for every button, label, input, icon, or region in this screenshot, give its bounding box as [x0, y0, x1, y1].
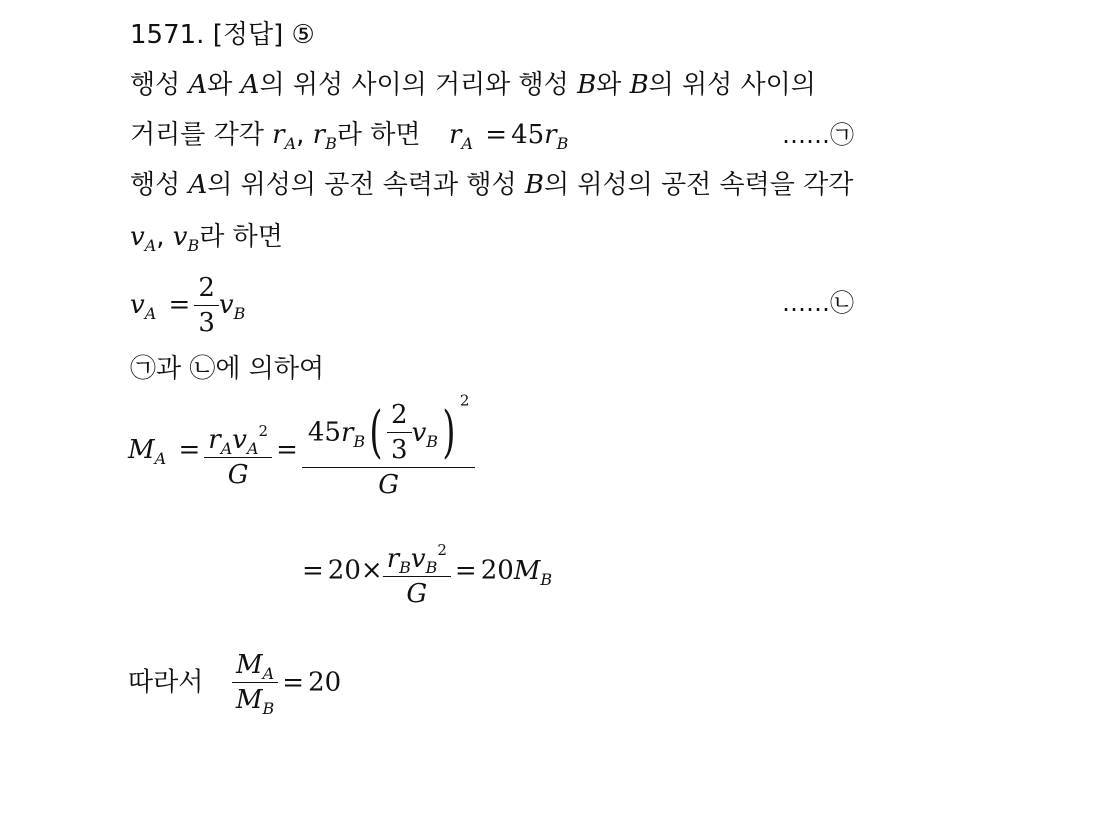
text-fragment: 의 위성의 공전 속력과 행성 — [207, 170, 517, 200]
answer-header — [130, 20, 315, 50]
equals-sign: = — [485, 120, 508, 150]
v-B: $v_B$ — [218, 290, 246, 323]
var-A: A — [240, 70, 260, 100]
var-B: B — [524, 170, 544, 200]
fraction-45rB-over-G: $45r_B$( $\frac{2}{3}$ $v_B$) $^2$ G — [302, 400, 476, 500]
equation-mass — [128, 391, 475, 500]
fraction-MA-over-MB: $\frac{M_A}{M_B}$ — [232, 650, 278, 715]
equals-sign: = — [454, 555, 477, 586]
times-sign: × — [360, 555, 383, 586]
equals-sign: = — [282, 667, 305, 698]
equals-sign: = — [178, 435, 201, 465]
text-fragment: 행성 — [130, 70, 181, 100]
text-fragment: 따라서 — [128, 667, 204, 698]
text-fragment: 의 위성의 공전 속력을 각각 — [544, 170, 854, 200]
text-fragment: 와 — [207, 70, 233, 100]
text-line-3 — [130, 170, 853, 200]
text-fragment: 라 하면 — [199, 222, 283, 252]
text-line-2 — [130, 120, 569, 153]
text-fragment: 와 — [596, 70, 622, 100]
answer-label: [정답] — [212, 20, 284, 50]
marker-2: ……㉡ — [782, 289, 854, 317]
M-A: $M_A$ — [128, 435, 167, 468]
result-value: 20 — [308, 667, 342, 698]
equation-2 — [130, 270, 245, 340]
answer-value: ⑤ — [291, 20, 315, 50]
text-fragment: 의 위성 사이의 거리와 행성 — [259, 70, 569, 100]
problem-number: 1571. — [130, 20, 205, 50]
var-A: A — [188, 170, 208, 200]
text-line-1 — [130, 70, 816, 100]
text-fragment: 거리를 각각 — [130, 120, 264, 150]
equals-sign: = — [302, 555, 324, 586]
coefficient-20: 20 — [480, 555, 514, 586]
var-B: B — [577, 70, 597, 100]
coefficient-20: 20 — [327, 555, 361, 586]
text-fragment: , — [296, 120, 305, 150]
r-A: $r_A$ — [272, 120, 297, 153]
r-B: $r_B$ — [312, 120, 337, 153]
conclusion — [128, 650, 342, 718]
text-fragment: 행성 — [130, 170, 181, 200]
fraction-rB-vB2-over-G: $\frac{r_Bv_B^2}{G}$ — [383, 532, 451, 609]
fraction-2-3: $\frac{2}{3}$ — [194, 273, 219, 338]
text-fragment: , — [156, 222, 165, 252]
fraction-rA-vA2-over-G: $\frac{r_Av_A^2}{G}$ — [204, 411, 272, 490]
equation-ratio — [298, 532, 552, 609]
v-A: $v_A$ — [130, 222, 157, 255]
v-A: $v_A$ — [130, 290, 157, 323]
coefficient-45: 45 — [511, 120, 545, 150]
v-B: $v_B$ — [172, 222, 200, 255]
text-line-4 — [130, 222, 283, 255]
M-B: $M_B$ — [513, 555, 553, 589]
equals-sign: = — [276, 435, 298, 465]
equation-1: $r_A$ — [449, 120, 474, 153]
text-line-6: ㉠과 ㉡에 의하여 — [130, 354, 325, 384]
var-B: B — [629, 70, 649, 100]
r-B: $r_B$ — [544, 120, 569, 153]
var-A: A — [188, 70, 208, 100]
equals-sign: = — [168, 290, 191, 320]
marker-1: ……㉠ — [782, 121, 854, 149]
text-fragment: 의 위성 사이의 — [648, 70, 816, 100]
text-fragment: 라 하면 — [336, 120, 421, 150]
